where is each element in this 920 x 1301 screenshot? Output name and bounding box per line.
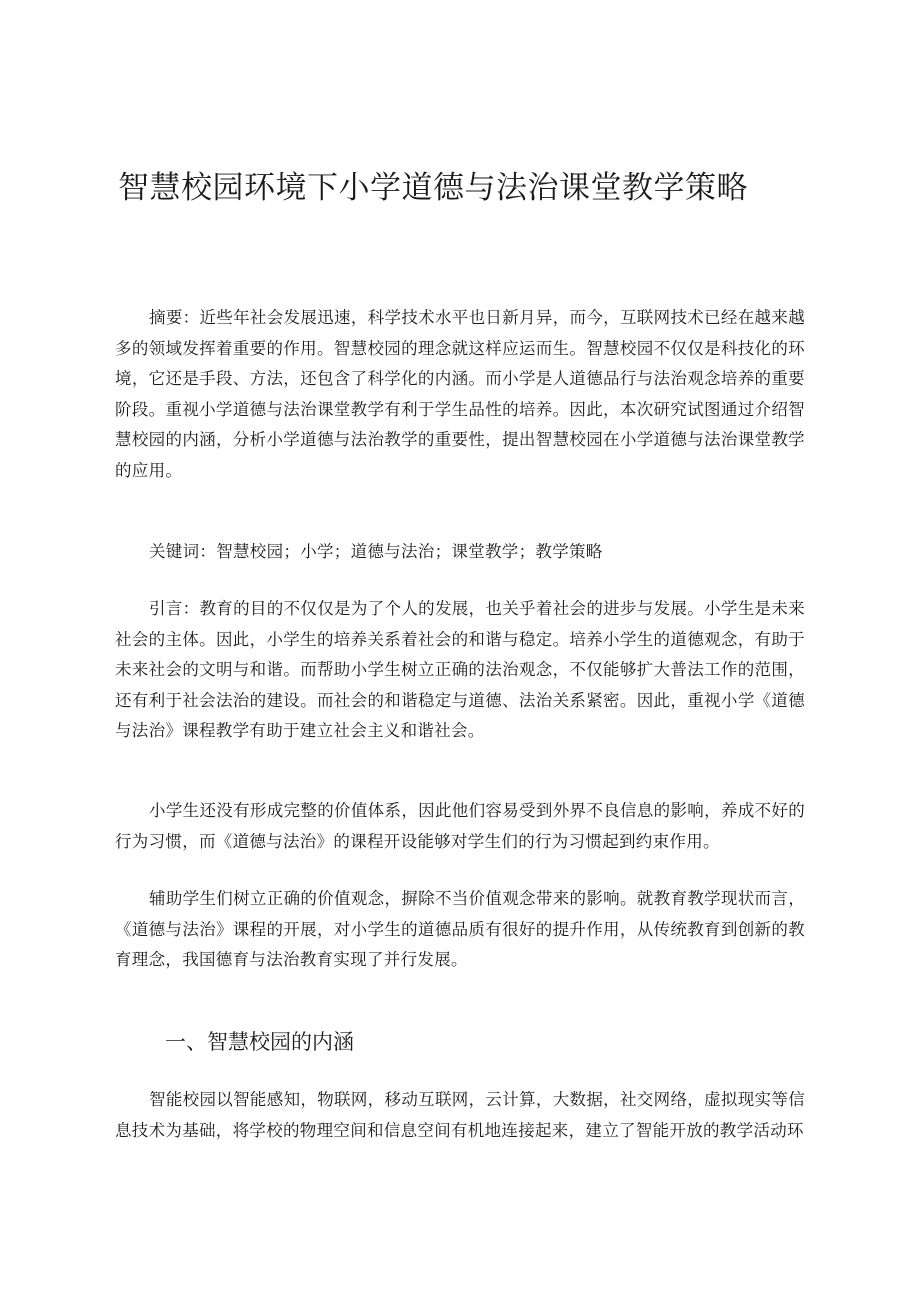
section-heading: 一、智慧校园的内涵 <box>165 1030 354 1054</box>
document-title: 智慧校园环境下小学道德与法治课堂教学策略 <box>118 170 748 206</box>
abstract-paragraph: 摘要：近些年社会发展迅速，科学技术水平也日新月异，而今，互联网技术已经在越来越多的领域发挥着重要的作用。智慧校园的理念就这样应运而生。智慧校园不仅仅是科技化的环境，它还是手段、方法，还包含了科学化的内涵。而小学是人道德品行与法治观念培养的重要阶段。重视小学道德与法治课堂教学有利于学生品性的培养。因此，本次研究试图通过介绍智慧校园的内涵，分析小学道德与法治教学的重要性，提出智慧校园在小学道德与法治课堂教学的应用。 <box>115 308 805 480</box>
section-paragraph: 智能校园以智能感知，物联网，移动互联网，云计算，大数据，社交网络，虚拟现实等信息技术为基础，将学校的物理空间和信息空间有机地连接起来，建立了智能开放的教学活动环 <box>115 1090 805 1140</box>
guidance-paragraph: 辅助学生们树立正确的价值观念，摒除不当价值观念带来的影响。就教育教学现状而言，《道德与法治》课程的开展，对小学生的道德品质有很好的提升作用，从传统教育到创新的教育理念，我国德育与法治教育实现了并行发展。 <box>115 889 805 970</box>
values-paragraph: 小学生还没有形成完整的价值体系，因此他们容易受到外界不良信息的影响，养成不好的行为习惯，而《道德与法治》的课程开设能够对学生们的行为习惯起到约束作用。 <box>115 801 805 851</box>
keywords-paragraph: 关键词：智慧校园；小学；道德与法治；课堂教学；教学策略 <box>149 542 603 561</box>
introduction-paragraph: 引言：教育的目的不仅仅是为了个人的发展，也关乎着社会的进步与发展。小学生是未来社会的主体。因此，小学生的培养关系着社会的和谐与稳定。培养小学生的道德观念，有助于未来社会的文明与和谐。而帮助小学生树立正确的法治观念，不仅能够扩大普法工作的范围，还有利于社会法治的建设。而社会的和谐稳定与道德、法治关系紧密。因此，重视小学《道德与法治》课程教学有助于建立社会主义和谐社会。 <box>115 599 805 741</box>
